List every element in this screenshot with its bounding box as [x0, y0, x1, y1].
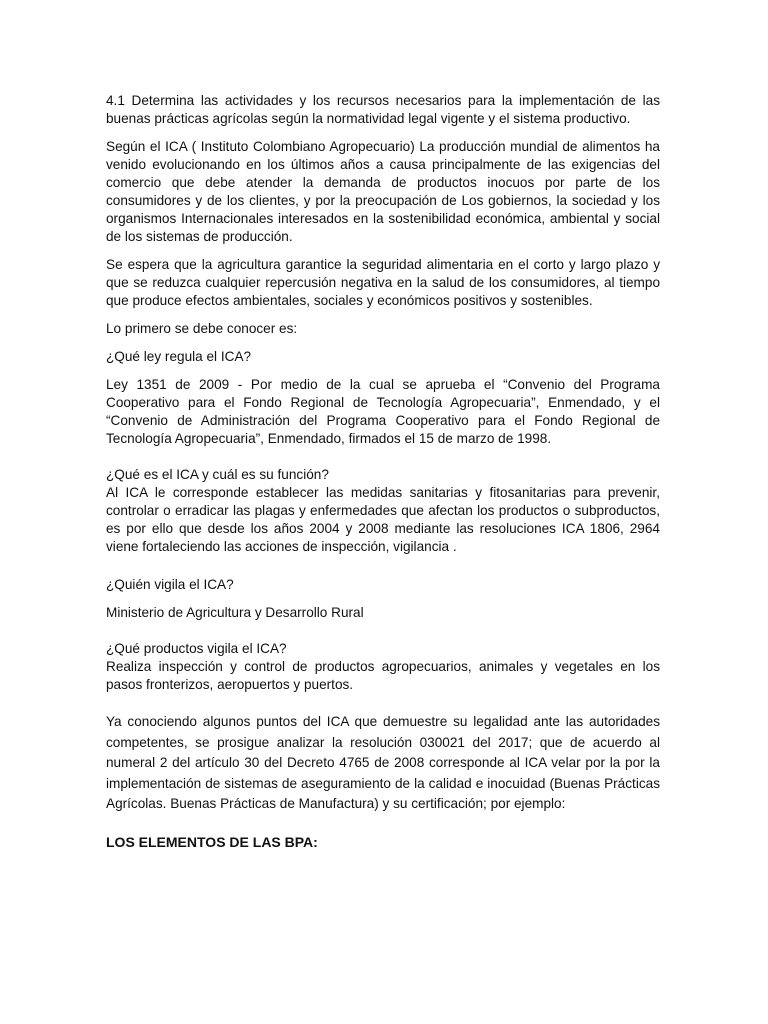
answer-law: Ley 1351 de 2009 - Por medio de la cual se aprueba el “Convenio del Programa Cooperativo para el Fondo Regional de Tecnología Agropecuaria”, Enmendado, y el “Convenio de Administración del Programa Cooperativo para el Fondo Regional de Tecnología Agropecuaria”, Enmendado, firmados el 15 de marzo de 1998. [106, 377, 660, 446]
section-heading-bpa: LOS ELEMENTOS DE LAS BPA: [106, 833, 318, 850]
question-products: ¿Qué productos vigila el ICA? [106, 641, 287, 656]
paragraph-resolution: Ya conociendo algunos puntos del ICA que demuestre su legalidad ante las autoridades competentes, se prosigue analizar la resolución 030021 del 2017; que de acuerdo al numeral 2 del artículo 30 del Decreto 4765 de 2008 corresponde al ICA velar por la por la implementación de sistemas de aseguramiento de la calidad e inocuidad (Buenas Prácticas Agrícolas. Buenas Prácticas de Manufactura) y su certificación; por ejemplo: [106, 714, 660, 811]
paragraph-agriculture-expectation: Se espera que la agricultura garantice la seguridad alimentaria en el corto y largo plazo y que se reduzca cualquier repercusión negativa en la salud de los consumidores, al tiempo que produce efectos ambientales, sociales y económicos positivos y sostenibles. [106, 257, 660, 308]
paragraph-ica-context: Según el ICA ( Instituto Colombiano Agropecuario) La producción mundial de alimentos ha venido evolucionando en los últimos años a causa principalmente de las exigencias del comercio que debe atender la demanda de productos inocuos por parte de los consumidores y de los clientes, y por la preocupación de Los gobiernos, la sociedad y los organismos Internacionales interesados en la sostenibilidad económica, ambiental y social de los sistemas de producción. [106, 139, 660, 244]
question-law: ¿Qué ley regula el ICA? [106, 349, 252, 364]
answer-function: Al ICA le corresponde establecer las medidas sanitarias y fitosanitarias para prevenir, controlar o erradicar las plagas y enfermedades que afectan los productos o subproductos, es por ello que desde los años 2004 y 2008 mediante las resoluciones ICA 1806, 2964 viene fortaleciendo las acciones de inspección, vigilancia . [106, 485, 660, 554]
question-function: ¿Qué es el ICA y cuál es su función? [106, 467, 329, 482]
document-page [106, 92, 660, 851]
paragraph-intro: 4.1 Determina las actividades y los recursos necesarios para la implementación de las buenas prácticas agrícolas según la normatividad legal vigente y el sistema productivo. [106, 93, 660, 126]
question-oversight: ¿Quién vigila el ICA? [106, 577, 234, 592]
paragraph-first-know: Lo primero se debe conocer es: [106, 321, 298, 336]
answer-oversight: Ministerio de Agricultura y Desarrollo Rural [106, 605, 364, 620]
answer-products: Realiza inspección y control de productos agropecuarios, animales y vegetales en los pasos fronterizos, aeropuertos y puertos. [106, 659, 660, 692]
